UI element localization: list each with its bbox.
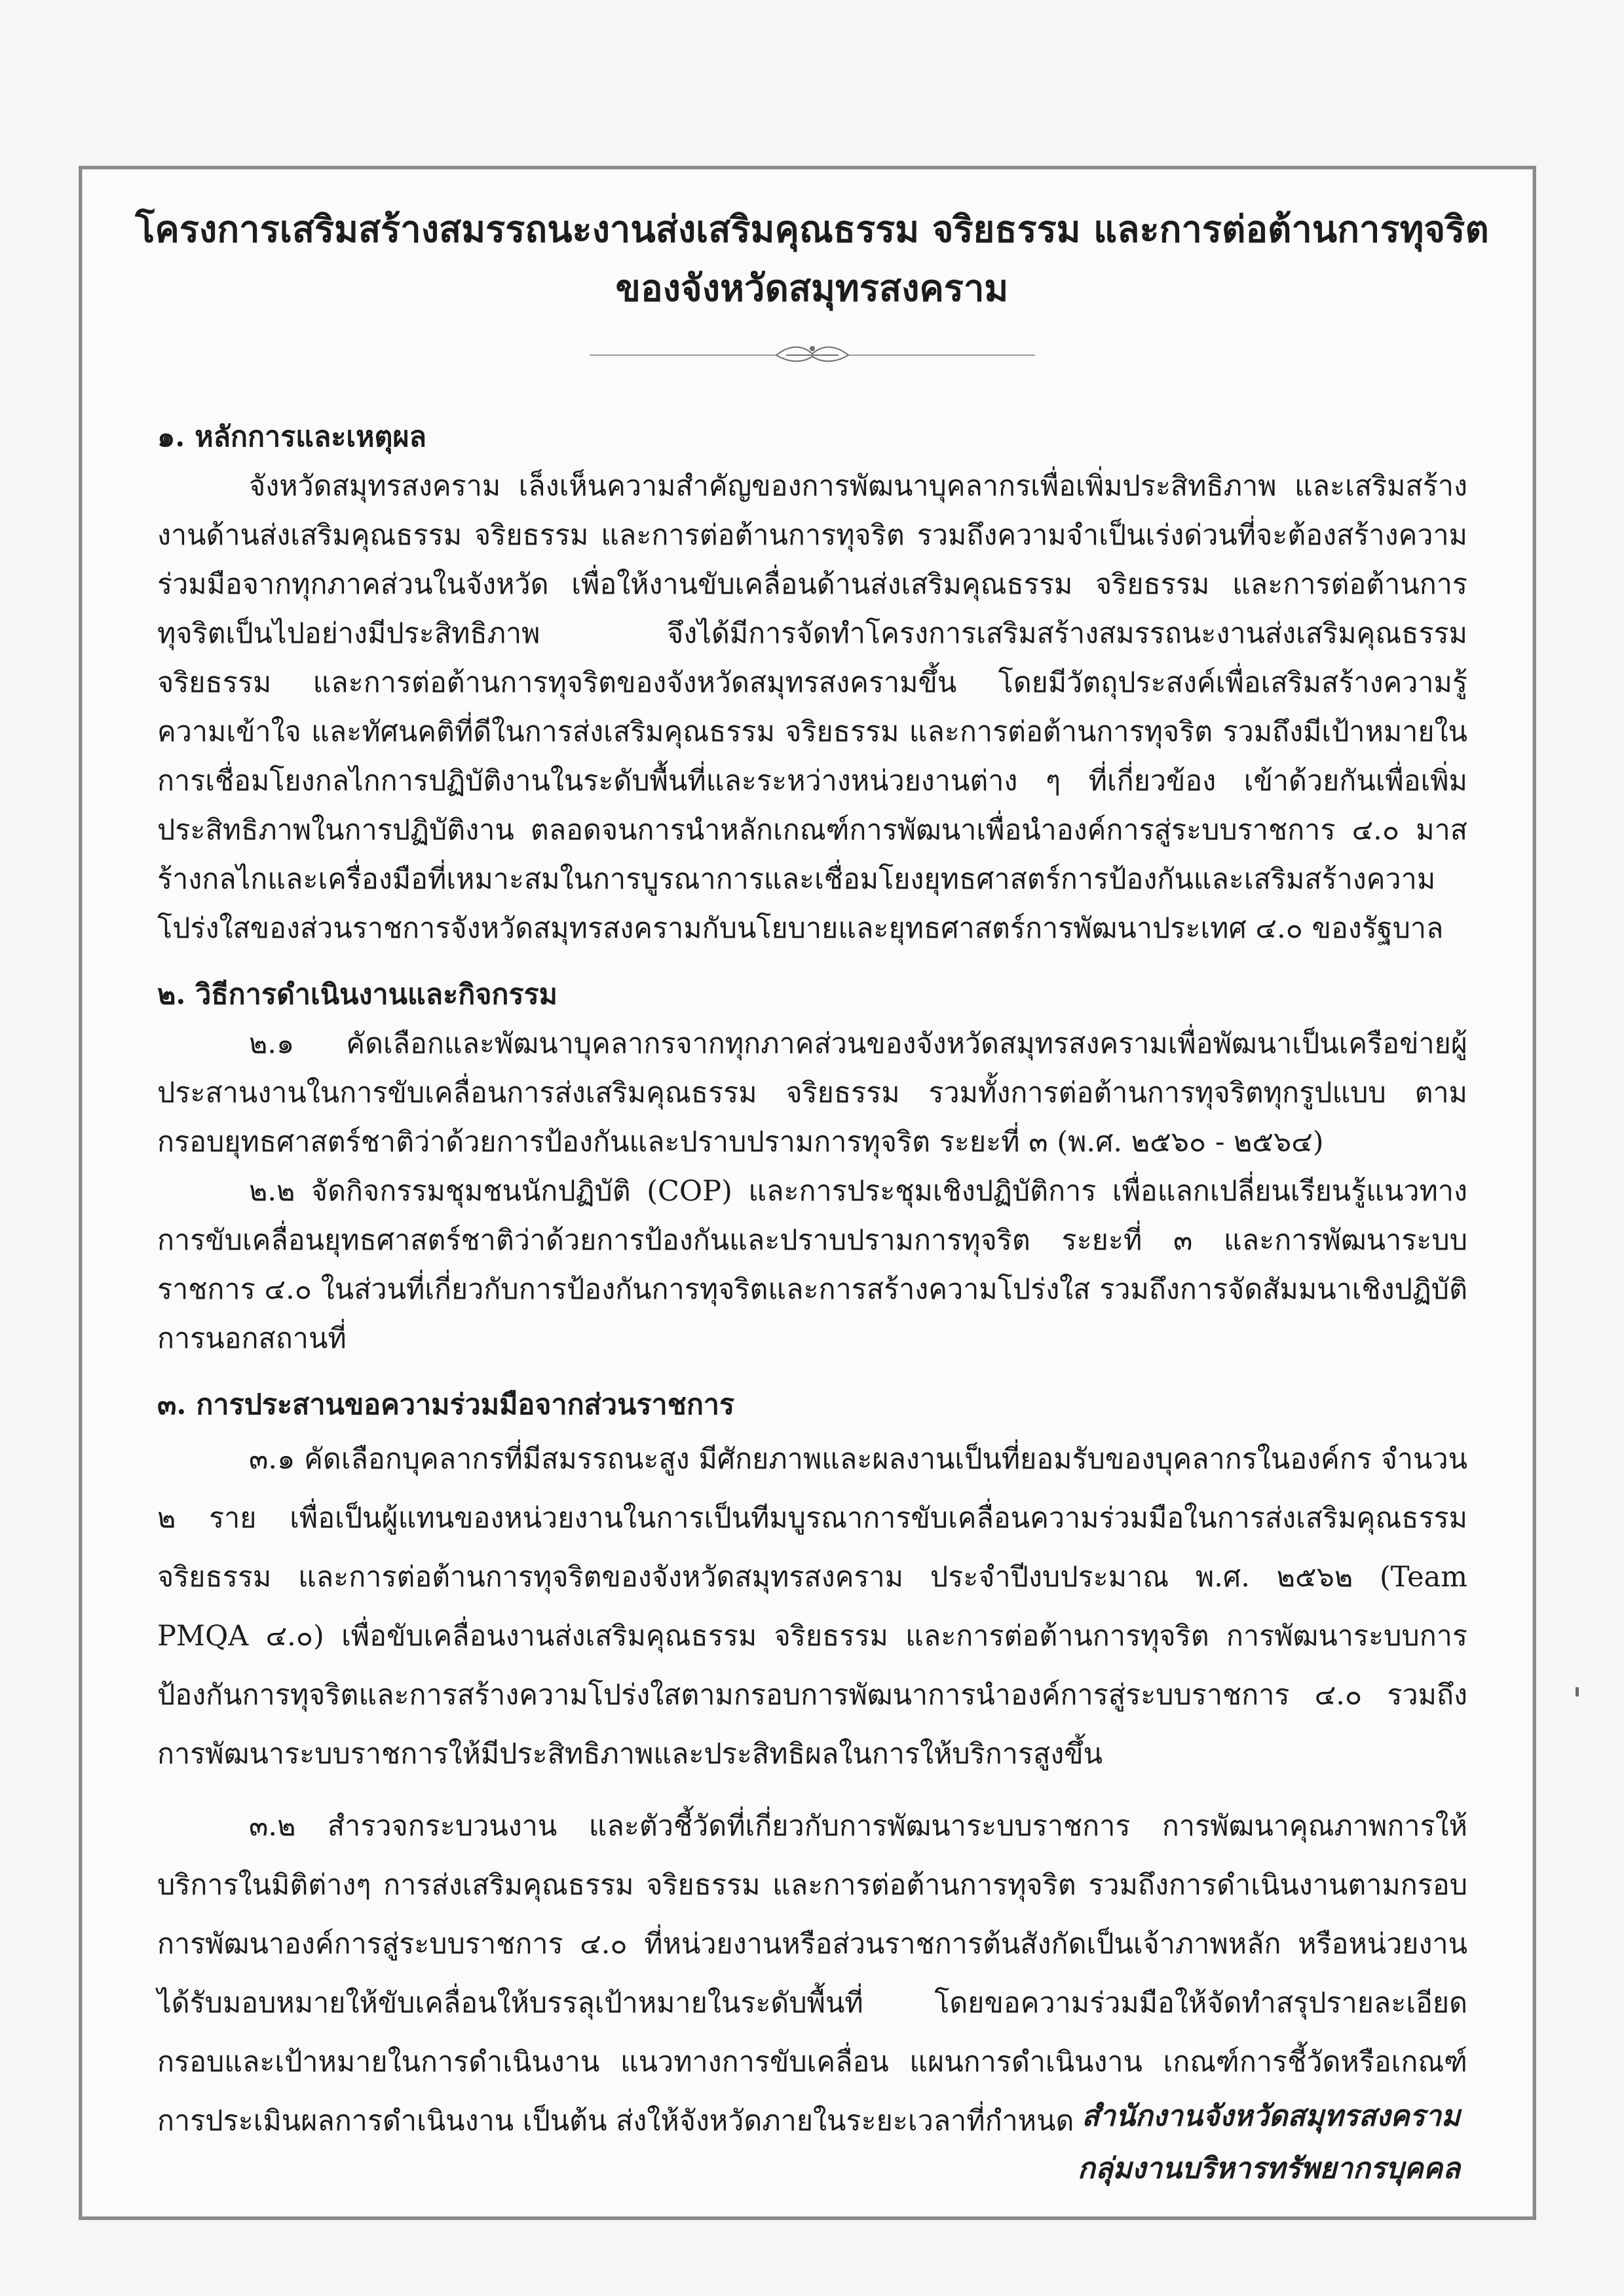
section-1-paragraph: จังหวัดสมุทรสงคราม เล็งเห็นความสำคัญของการพัฒนาบุคลากรเพื่อเพิ่มประสิทธิภาพ และเสริมสร้างงานด้านส่งเสริมคุณธรรม จริยธรรม และการต่อต้านการทุจริต รวมถึงความจำเป็นเร่งด่วนที่จะต้องสร้างความร่วมมือจากทุกภาคส่วนในจังหวัด เพื่อให้งานขับเคลื่อนด้านส่งเสริมคุณธรรม จริยธรรม และการต่อต้านการทุจริตเป็นไปอย่างมีประสิทธิภาพ จึงได้มีการจัดทำโครงการเสริมสร้างสมรรถนะงานส่งเสริมคุณธรรม จริยธรรม และการต่อต้านการทุจริตของจังหวัดสมุทรสงครามขึ้น โดยมีวัตถุประสงค์เพื่อเสริมสร้างความรู้ความเข้าใจ และทัศนคติที่ดีในการส่งเสริมคุณธรรม จริยธรรม และการต่อต้านการทุจริต รวมถึงมีเป้าหมายในการเชื่อมโยงกลไกการปฏิบัติงานในระดับพื้นที่และระหว่างหน่วยงานต่าง ๆ ที่เกี่ยวข้อง เข้าด้วยกันเพื่อเพิ่มประสิทธิภาพในการปฏิบัติงาน ตลอดจนการนำหลักเกณฑ์การพัฒนาเพื่อนำองค์การสู่ระบบราชการ ๔.๐ มาสร้างกลไกและเครื่องมือที่เหมาะสมในการบูรณาการและเชื่อมโยงยุทธศาสตร์การป้องกันและเสริมสร้างความโปร่งใสของส่วนราชการจังหวัดสมุทรสงครามกับนโยบายและยุทธศาสตร์การพัฒนาประเทศ ๔.๐ ของรัฐบาล — [157, 470, 1467, 945]
document-body — [157, 413, 1467, 2151]
signature-block — [1078, 2090, 1460, 2195]
signature-office: สำนักงานจังหวัดสมุทรสงคราม — [1082, 2099, 1460, 2133]
section-3-heading: ๓. การประสานขอความร่วมมือจากส่วนราชการ — [157, 1388, 735, 1421]
signature-division: กลุ่มงานบริหารทรัพยากรบุคคล — [1078, 2152, 1460, 2185]
section-3-item-2: ๓.๒ สำรวจกระบวนงาน และตัวชี้วัดที่เกี่ยวกับการพัฒนาระบบราชการ การพัฒนาคุณภาพการให้บริการในมิติต่างๆ การส่งเสริมคุณธรรม จริยธรรม และการต่อต้านการทุจริต รวมถึงการดำเนินงานตามกรอบการพัฒนาองค์การสู่ระบบราชการ ๔.๐ ที่หน่วยงานหรือส่วนราชการต้นสังกัดเป็นเจ้าภาพหลัก หรือหน่วยงานได้รับมอบหมายให้ขับเคลื่อนให้บรรลุเป้าหมายในระดับพื้นที่ โดยขอความร่วมมือให้จัดทำสรุปรายละเอียดกรอบและเป้าหมายในการดำเนินงาน แนวทางการขับเคลื่อน แผนการดำเนินงาน เกณฑ์การชี้วัดหรือเกณฑ์การประเมินผลการดำเนินงาน เป็นต้น ส่งให้จังหวัดภายในระยะเวลาที่กำหนด — [157, 1810, 1467, 2137]
section-2-heading: ๒. วิธีการดำเนินงานและกิจกรรม — [157, 978, 558, 1011]
section-3-item-1: ๓.๑ คัดเลือกบุคลากรที่มีสมรรถนะสูง มีศักยภาพและผลงานเป็นที่ยอมรับของบุคลากรในองค์กร จำนวน ๒ ราย เพื่อเป็นผู้แทนของหน่วยงานในการเป็นทีมบูรณาการขับเคลื่อนความร่วมมือในการส่งเสริมคุณธรรม จริยธรรม และการต่อต้านการทุจริตของจังหวัดสมุทรสงคราม ประจำปีงบประมาณ พ.ศ. ๒๕๖๒ (Team PMQA ๔.๐) เพื่อขับเคลื่อนงานส่งเสริมคุณธรรม จริยธรรม และการต่อต้านการทุจริต การพัฒนาระบบการป้องกันการทุจริตและการสร้างความโปร่งใสตามกรอบการพัฒนาการนำองค์การสู่ระบบราชการ ๔.๐ รวมถึงการพัฒนาระบบราชการให้มีประสิทธิภาพและประสิทธิผลในการให้บริการสูงขึ้น — [157, 1443, 1467, 1770]
section-1-heading: ๑. หลักการและเหตุผล — [157, 421, 426, 453]
title-line-2: ของจังหวัดสมุทรสงคราม — [615, 267, 1009, 310]
title-ornament-divider — [590, 341, 1035, 367]
title-line-1: โครงการเสริมสร้างสมรรถนะงานส่งเสริมคุณธรรม จริยธรรม และการต่อต้านการทุจริต — [135, 208, 1489, 251]
section-2-item-1: ๒.๑ คัดเลือกและพัฒนาบุคลากรจากทุกภาคส่วนของจังหวัดสมุทรสงครามเพื่อพัฒนาเป็นเครือข่ายผู้ประสานงานในการขับเคลื่อนการส่งเสริมคุณธรรม จริยธรรม รวมทั้งการต่อต้านการทุจริตทุกรูปแบบ ตามกรอบยุทธศาสตร์ชาติว่าด้วยการป้องกันและปราบปรามการทุจริต ระยะที่ ๓ (พ.ศ. ๒๕๖๐ - ๒๕๖๔) — [157, 1027, 1467, 1158]
document-title — [0, 200, 1624, 318]
section-2-item-2: ๒.๒ จัดกิจกรรมชุมชนนักปฏิบัติ (COP) และการประชุมเชิงปฏิบัติการ เพื่อแลกเปลี่ยนเรียนรู้แนวทางการขับเคลื่อนยุทธศาสตร์ชาติว่าด้วยการป้องกันและปราบปรามการทุจริต ระยะที่ ๓ และการพัฒนาระบบราชการ ๔.๐ ในส่วนที่เกี่ยวกับการป้องกันการทุจริตและการสร้างความโปร่งใส รวมถึงการจัดสัมมนาเชิงปฏิบัติการนอกสถานที่ — [157, 1175, 1467, 1355]
scan-mark — [1576, 1687, 1579, 1696]
